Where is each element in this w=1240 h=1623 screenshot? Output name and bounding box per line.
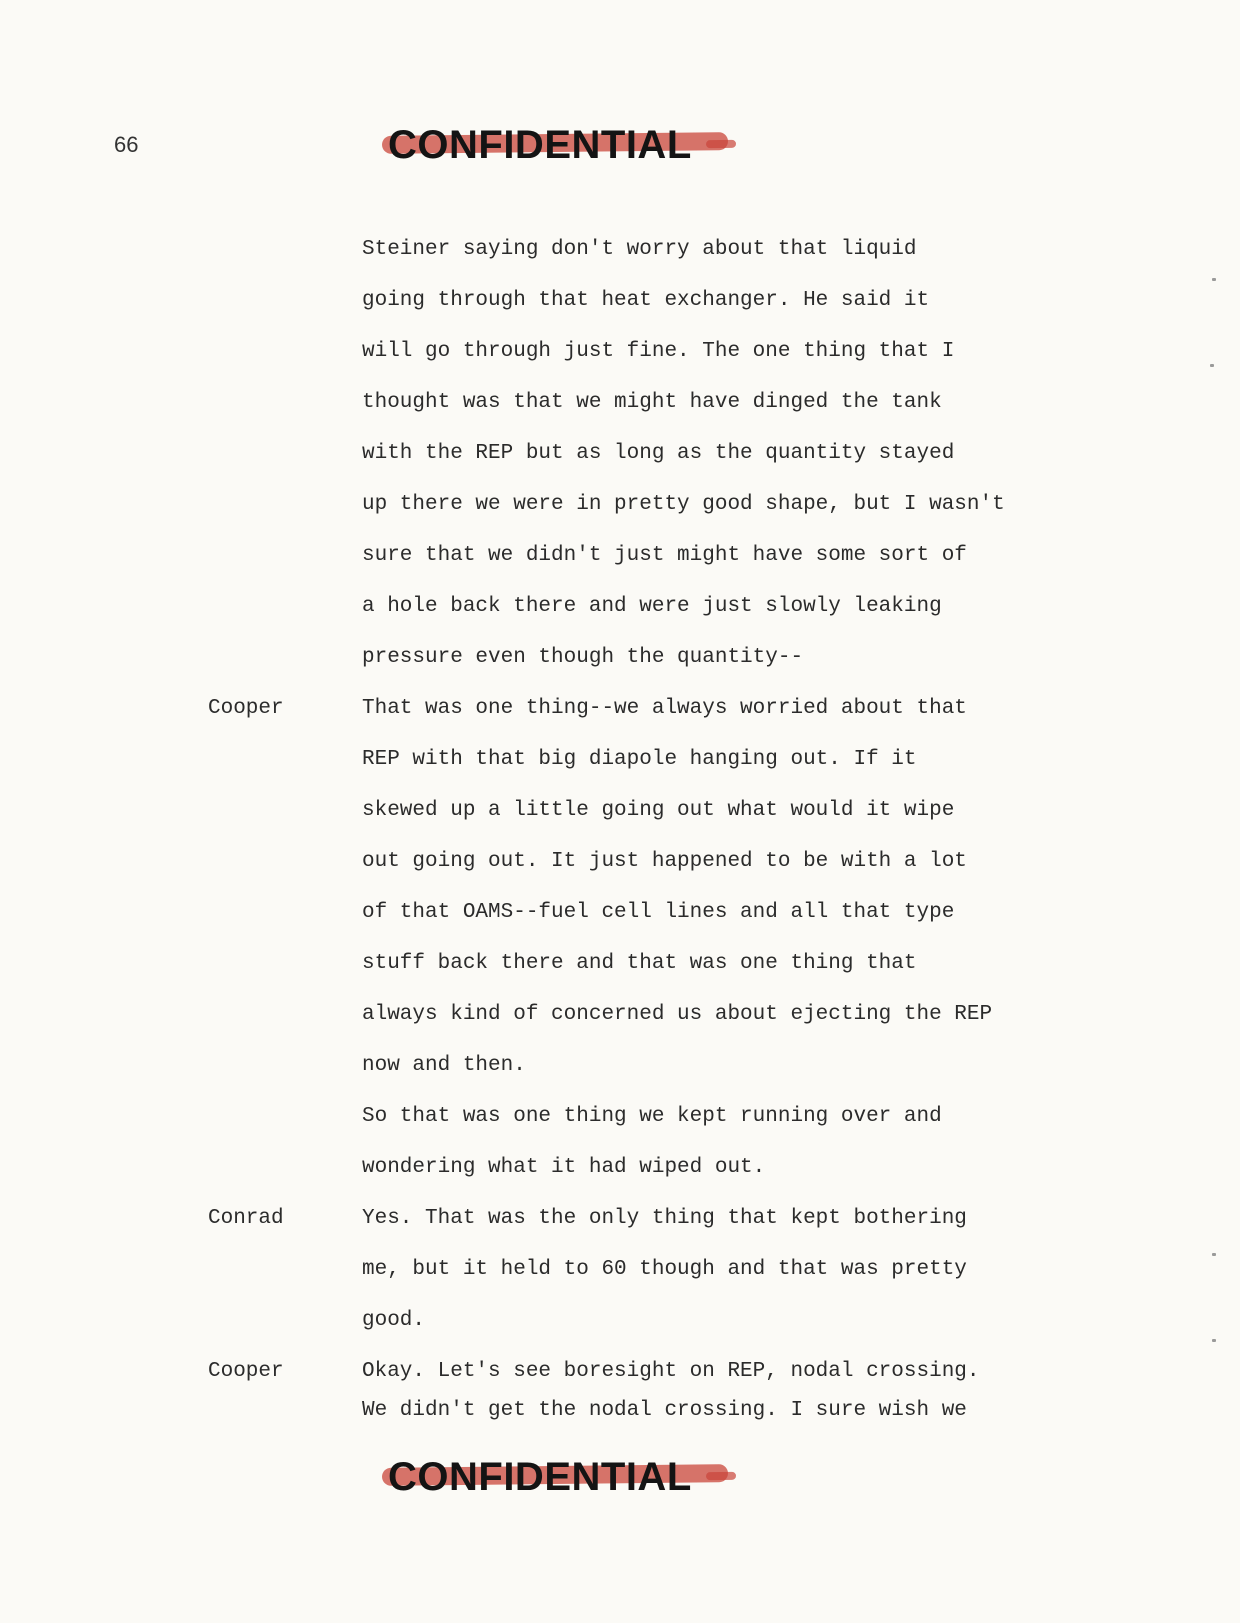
speaker-label: Cooper xyxy=(208,697,284,720)
speaker-label: Cooper xyxy=(208,1360,284,1383)
margin-speck xyxy=(1210,364,1214,367)
transcript-line xyxy=(0,791,1240,831)
transcript-line xyxy=(0,1097,1240,1137)
speaker-label: Conrad xyxy=(208,1207,284,1230)
transcript-line xyxy=(0,281,1240,321)
transcript-line xyxy=(0,995,1240,1035)
transcript-line xyxy=(0,485,1240,525)
line-text: of that OAMS--fuel cell lines and all that type xyxy=(362,901,955,924)
margin-speck xyxy=(1212,1339,1216,1342)
transcript-line xyxy=(0,1250,1240,1290)
transcript-line xyxy=(0,689,1240,729)
transcript-line xyxy=(0,1301,1240,1341)
line-text: skewed up a little going out what would it wipe xyxy=(362,799,955,822)
transcript-line xyxy=(0,944,1240,984)
line-text: sure that we didn't just might have some sort of xyxy=(362,544,967,567)
line-text: Steiner saying don't worry about that liquid xyxy=(362,238,917,261)
line-text: Okay. Let's see boresight on REP, nodal crossing. xyxy=(362,1360,980,1383)
transcript-line xyxy=(0,638,1240,678)
transcript-line xyxy=(0,1046,1240,1086)
line-text: will go through just fine. The one thing that I xyxy=(362,340,955,363)
confidential-stamp-text: CONFIDENTIAL xyxy=(388,123,692,167)
margin-speck xyxy=(1212,1253,1216,1256)
transcript-line xyxy=(0,383,1240,423)
transcript-line xyxy=(0,1352,1240,1392)
confidential-stamp-text: CONFIDENTIAL xyxy=(388,1455,692,1499)
line-text: We didn't get the nodal crossing. I sure wish we xyxy=(362,1399,967,1422)
transcript-line xyxy=(0,587,1240,627)
line-text: So that was one thing we kept running over and xyxy=(362,1105,942,1128)
page-number: 66 xyxy=(114,132,139,157)
transcript-line xyxy=(0,1148,1240,1188)
line-text: up there we were in pretty good shape, but I wasn't xyxy=(362,493,1005,516)
line-text: pressure even though the quantity-- xyxy=(362,646,804,669)
transcript-line xyxy=(0,740,1240,780)
line-text: REP with that big diapole hanging out. If it xyxy=(362,748,917,771)
line-text: That was one thing--we always worried about that xyxy=(362,697,967,720)
line-text: thought was that we might have dinged the tank xyxy=(362,391,942,414)
line-text: Yes. That was the only thing that kept bothering xyxy=(362,1207,967,1230)
line-text: stuff back there and that was one thing that xyxy=(362,952,917,975)
transcript-line xyxy=(0,434,1240,474)
transcript-line xyxy=(0,842,1240,882)
line-text: a hole back there and were just slowly leaking xyxy=(362,595,942,618)
line-text: good. xyxy=(362,1309,426,1332)
transcript-line xyxy=(0,332,1240,372)
transcript-line xyxy=(0,893,1240,933)
confidential-stamp-bottom xyxy=(388,1452,728,1502)
transcript-line xyxy=(0,536,1240,576)
transcript-line xyxy=(0,1391,1240,1431)
line-text: now and then. xyxy=(362,1054,526,1077)
transcript-line xyxy=(0,1199,1240,1239)
margin-speck xyxy=(1212,278,1216,281)
line-text: wondering what it had wiped out. xyxy=(362,1156,766,1179)
line-text: always kind of concerned us about ejecting the REP xyxy=(362,1003,993,1026)
transcript-line xyxy=(0,230,1240,270)
line-text: me, but it held to 60 though and that was pretty xyxy=(362,1258,967,1281)
line-text: going through that heat exchanger. He said it xyxy=(362,289,930,312)
line-text: with the REP but as long as the quantity stayed xyxy=(362,442,955,465)
line-text: out going out. It just happened to be with a lot xyxy=(362,850,967,873)
